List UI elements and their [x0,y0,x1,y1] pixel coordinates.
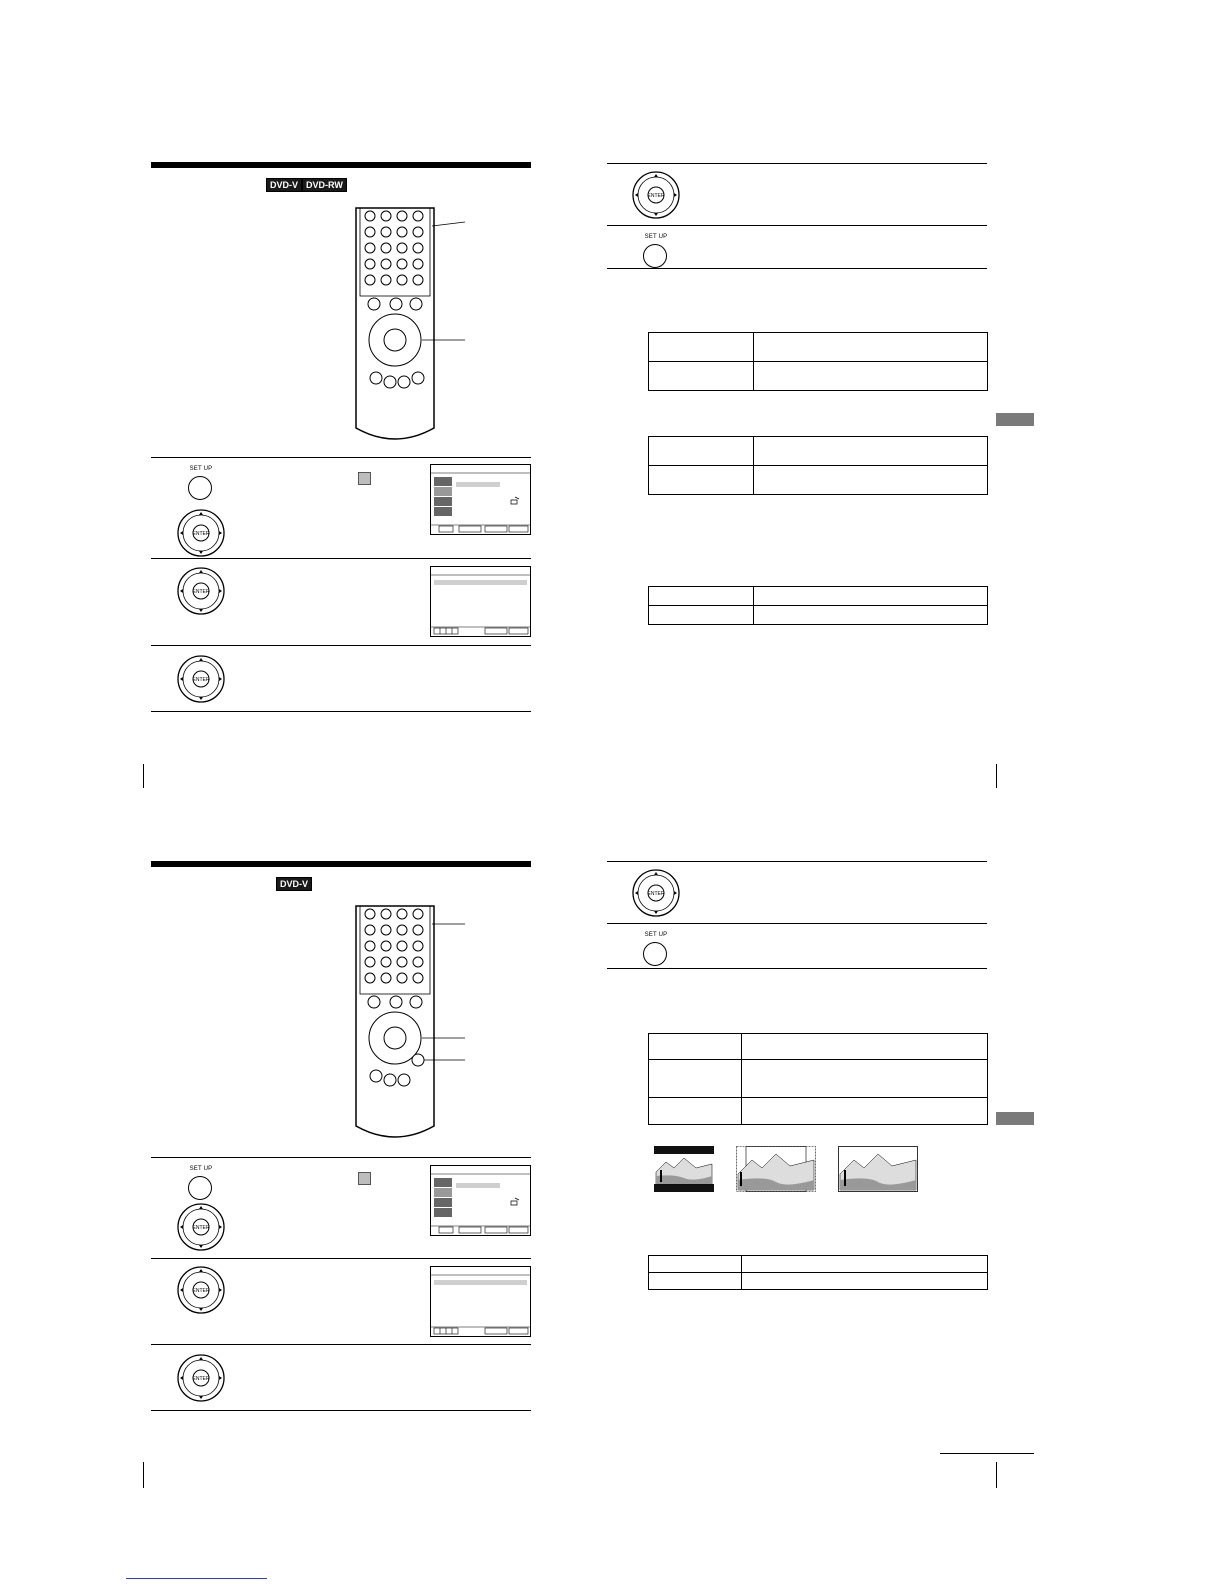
setup-button-icon: SET UP [166,1166,236,1216]
step-divider [607,163,987,164]
step-divider [151,457,531,458]
section-header-rule-top-left [151,162,531,168]
crop-mark [996,764,997,788]
enter-label: ENTER [192,1225,210,1231]
settings-table [648,1255,988,1290]
dvd-v-badge: DVD-V [276,877,312,891]
settings-table [648,332,988,391]
crop-mark [996,1462,997,1488]
directional-pad-icon [631,170,681,220]
setup-submenu-screen-icon [430,1266,531,1337]
remote-control-icon [340,200,470,445]
setup-icon-small [358,1172,371,1185]
step-divider [607,861,987,862]
directional-pad-icon [176,566,226,616]
setup-icon-small [358,472,371,485]
section-header-rule-bottom-left [151,861,531,867]
step-divider [151,1344,531,1345]
setup-submenu-screen-icon [430,566,531,637]
crop-mark [143,764,144,788]
enter-label: ENTER [192,531,210,537]
setup-menu-screen-icon [430,1165,531,1236]
step-divider [151,1258,531,1259]
step-divider [151,558,531,559]
step-divider [607,268,987,269]
enter-label: ENTER [647,193,665,199]
step-divider [607,923,987,924]
section-tab-marker [996,413,1034,426]
tv-screen-wide-illustration [838,1146,918,1192]
directional-pad-icon [176,508,226,558]
section-tab-marker [996,1112,1034,1125]
enter-label: ENTER [192,589,210,595]
tv-screen-panscan-illustration [736,1146,816,1192]
settings-table [648,436,988,495]
enter-label: ENTER [192,677,210,683]
directional-pad-icon [176,1265,226,1315]
enter-label: ENTER [192,1288,210,1294]
step-divider [151,1157,531,1158]
directional-pad-icon [176,1202,226,1252]
link-underline[interactable] [126,1578,267,1579]
step-divider [151,645,531,646]
setup-menu-screen-icon [430,464,531,535]
dvd-rw-badge: DVD-RW [302,178,347,192]
setup-button-icon: SET UP [621,932,691,982]
step-divider [607,225,987,226]
settings-table [648,1033,988,1125]
page-number-rule [940,1453,1034,1454]
remote-control-icon [340,898,470,1143]
dvd-v-badge: DVD-V [266,178,302,192]
directional-pad-icon [176,654,226,704]
step-divider [151,711,531,712]
setup-button-icon: SET UP [166,466,236,516]
directional-pad-icon [631,868,681,918]
step-divider [607,968,987,969]
crop-mark [143,1462,144,1488]
enter-label: ENTER [647,891,665,897]
setup-button-icon: SET UP [621,234,691,284]
directional-pad-icon [176,1353,226,1403]
tv-screen-letterbox-illustration [654,1146,714,1192]
settings-table [648,586,988,625]
enter-label: ENTER [192,1376,210,1382]
step-divider [151,1410,531,1411]
